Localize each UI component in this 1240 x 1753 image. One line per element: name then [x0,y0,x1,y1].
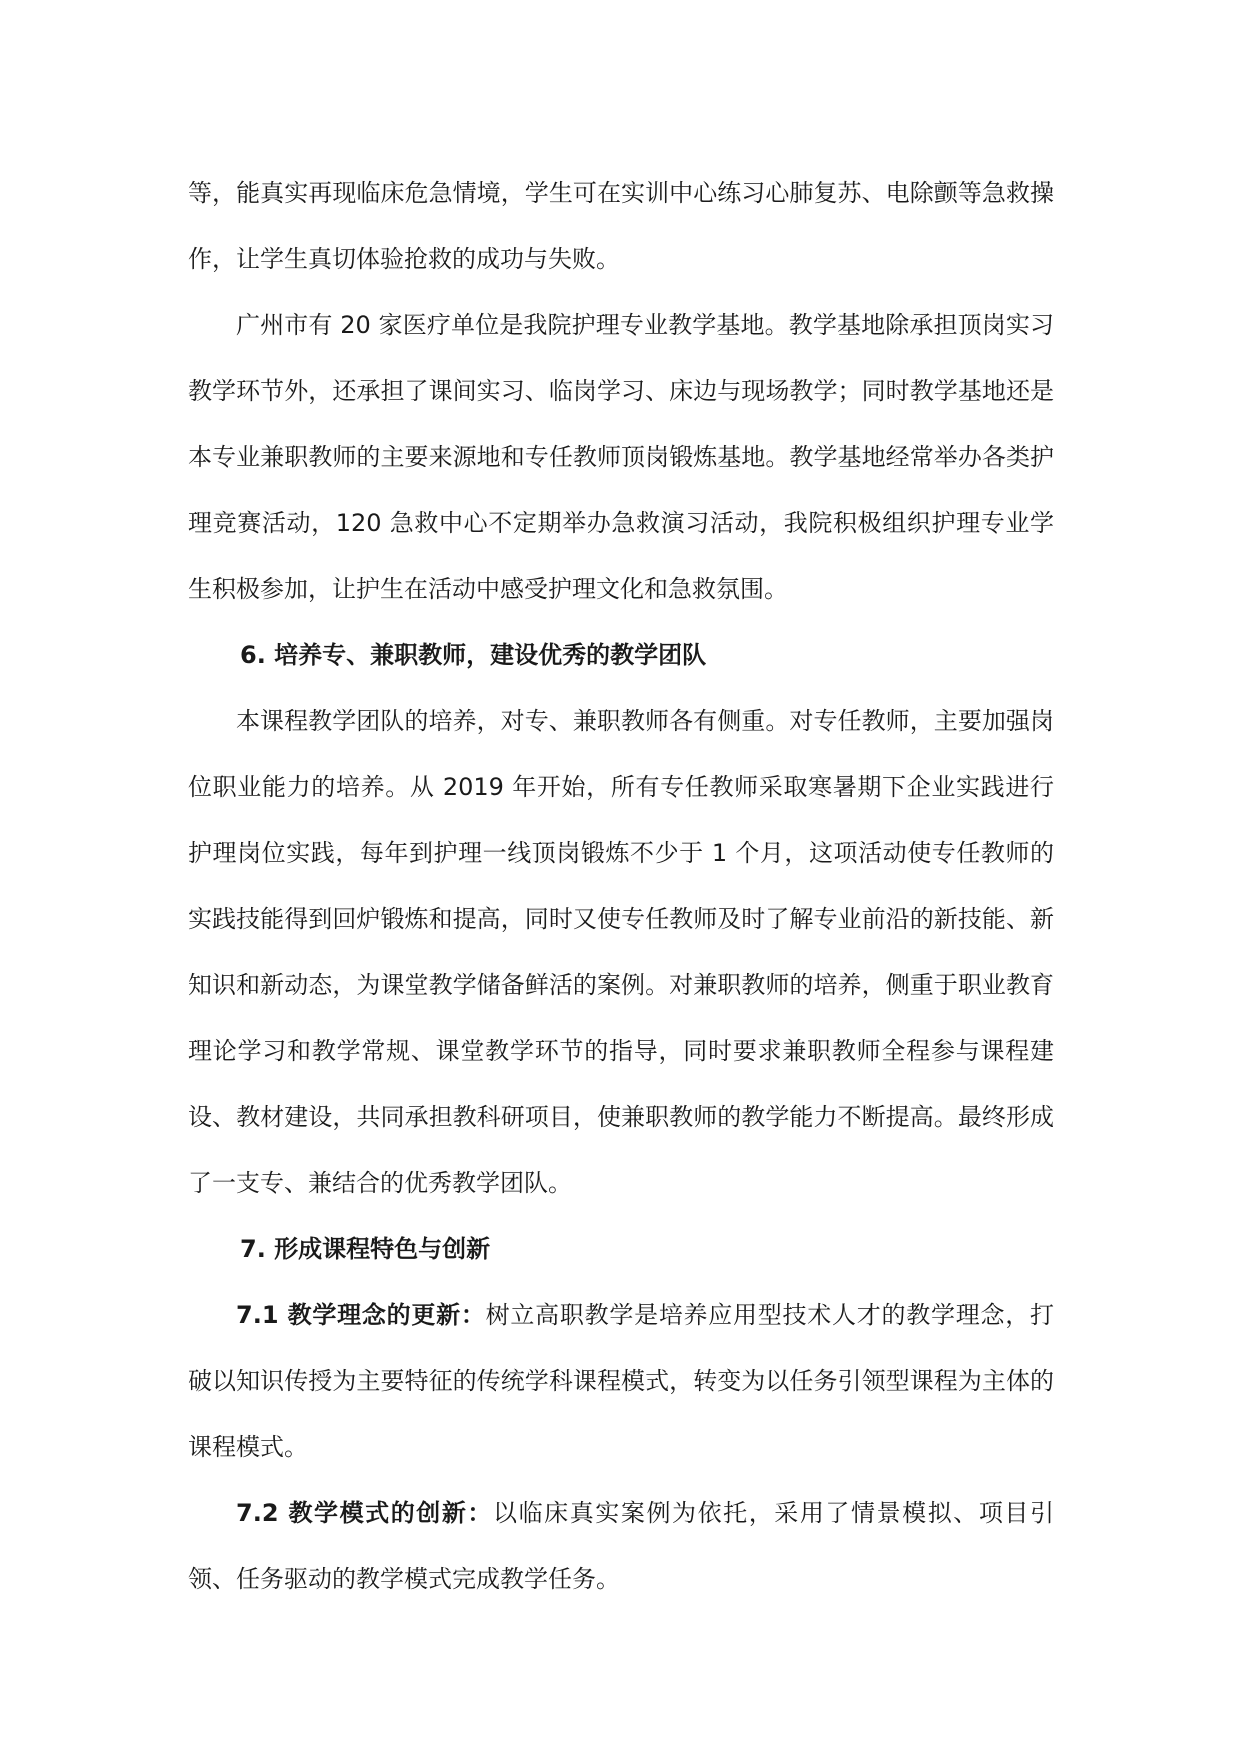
paragraph-teaching-bases: 广州市有 20 家医疗单位是我院护理专业教学基地。教学基地除承担顶岗实习教学环节外，还承担了课间实习、临岗学习、床边与现场教学；同时教学基地还是本专业兼职教师的主要来源地和专任教师顶岗锻炼基地。教学基地经常举办各类护理竞赛活动，120 急救中心不定期举办急救演习活动，我院积极组织护理专业学生积极参加，让护生在活动中感受护理文化和急救氛围。 [188,311,1054,603]
paragraph-continuation: 等，能真实再现临床危急情境，学生可在实训中心练习心肺复苏、电除颤等急救操作，让学生真切体验抢救的成功与失败。 [188,179,1054,273]
subsection-label-7-2: 7.2 教学模式的创新： [236,1499,494,1527]
document-page [188,160,1054,1612]
paragraph-teaching-team: 本课程教学团队的培养，对专、兼职教师各有侧重。对专任教师，主要加强岗位职业能力的培养。从 2019 年开始，所有专任教师采取寒暑期下企业实践进行护理岗位实践，每年到护理一线顶岗锻炼不少于 1 个月，这项活动使专任教师的实践技能得到回炉锻炼和提高，同时又使专任教师及时了解专业前沿的新技能、新知识和新动态，为课堂教学储备鲜活的案例。对兼职教师的培养，侧重于职业教育理论学习和教学常规、课堂教学环节的指导，同时要求兼职教师全程参与课程建设、教材建设，共同承担教科研项目，使兼职教师的教学能力不断提高。最终形成了一支专、兼结合的优秀教学团队。 [188,707,1054,1197]
subsection-text-7-2: 以临床真实案例为依托，采用了情景模拟、项目引领、任务驱动的教学模式完成教学任务。 [188,1499,1055,1593]
subsection-label-7-1: 7.1 教学理念的更新： [236,1301,486,1329]
subsection-text-7-1: 树立高职教学是培养应用型技术人才的教学理念，打破以知识传授为主要特征的传统学科课程模式，转变为以任务引领型课程为主体的课程模式。 [188,1301,1055,1461]
section-heading-6: 6. 培养专、兼职教师，建设优秀的教学团队 [240,641,707,669]
section-heading-7: 7. 形成课程特色与创新 [240,1235,491,1263]
paragraph-7-1 [188,1282,1054,1480]
paragraph-7-2 [188,1480,1054,1612]
